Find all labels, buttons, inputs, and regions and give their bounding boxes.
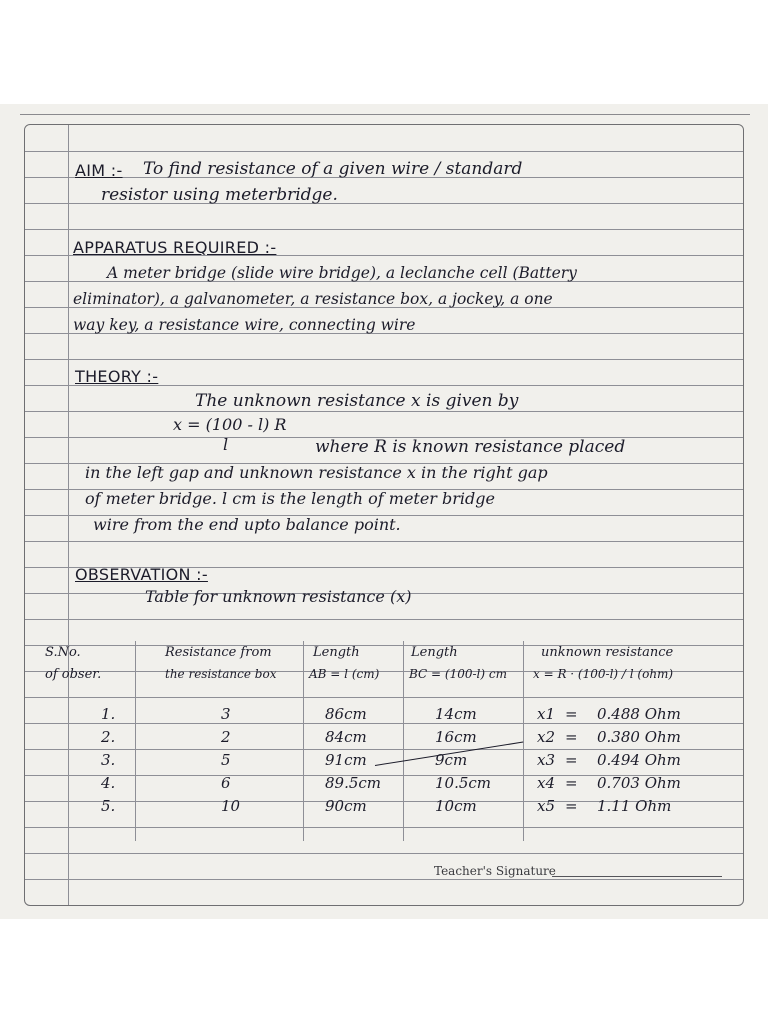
header-length-bc-line1: Length: [411, 645, 458, 660]
theory-line-2: where R is known resistance placed: [315, 437, 626, 457]
table-cell-sno: 3.: [101, 751, 116, 769]
table-cell-sno: 2.: [101, 728, 116, 746]
table-cell-eq: =: [565, 728, 578, 746]
table-cell-sno: 4.: [101, 774, 116, 792]
header-unknown-line2: x = R · (100-l) / l (ohm): [533, 667, 674, 681]
table-cell-sno: 5.: [101, 797, 116, 815]
apparatus-line-2: eliminator), a galvanometer, a resistance box, a jockey, a one: [73, 290, 553, 308]
table-cell-bc: 9cm: [435, 751, 468, 769]
header-length-ab-line1: Length: [313, 645, 360, 660]
observation-heading: OBSERVATION :-: [75, 565, 208, 584]
apparatus-heading: APPARATUS REQUIRED :-: [73, 238, 277, 257]
theory-formula-numerator: x = (100 - l) R: [173, 415, 287, 434]
table-cell-ab: 90cm: [325, 797, 367, 815]
aim-line-2: resistor using meterbridge.: [101, 185, 338, 205]
table-cell-xl: x2: [537, 728, 556, 746]
teacher-signature-line[interactable]: [552, 876, 722, 877]
ruled-line: [25, 879, 743, 880]
table-cell-r: 3: [221, 705, 231, 723]
apparatus-line-3: way key, a resistance wire, connecting wire: [73, 316, 416, 334]
table-col-sep-3: [403, 641, 404, 841]
table-cell-xl: x4: [537, 774, 556, 792]
table-cell-eq: =: [565, 705, 578, 723]
table-cell-x: 0.488 Ohm: [597, 705, 681, 723]
teacher-signature-label: Teacher's Signature: [434, 864, 556, 878]
ruled-line: [25, 827, 743, 828]
table-cell-sno: 1.: [101, 705, 116, 723]
apparatus-line-1: A meter bridge (slide wire bridge), a leclanche cell (Battery: [107, 264, 577, 282]
table-cell-ab: 86cm: [325, 705, 367, 723]
ruled-line: [25, 749, 743, 750]
ruled-line: [25, 151, 743, 152]
theory-line-1: The unknown resistance x is given by: [195, 391, 519, 411]
table-cell-x: 0.703 Ohm: [597, 774, 681, 792]
header-resistance-line1: Resistance from: [165, 645, 272, 660]
aim-heading: AIM :-: [75, 161, 123, 180]
table-cell-ab: 89.5cm: [325, 774, 382, 792]
table-cell-eq: =: [565, 774, 578, 792]
table-cell-r: 10: [221, 797, 241, 815]
theory-line-4: of meter bridge. l cm is the length of meter bridge: [85, 489, 495, 508]
table-cell-x: 1.11 Ohm: [597, 797, 672, 815]
table-cell-eq: =: [565, 751, 578, 769]
ruled-line: [25, 411, 743, 412]
table-cell-r: 6: [221, 774, 231, 792]
ruled-line: [25, 853, 743, 854]
table-cell-ab: 84cm: [325, 728, 367, 746]
table-cell-bc: 14cm: [435, 705, 477, 723]
table-col-sep-2: [303, 641, 304, 841]
table-cell-r: 2: [221, 728, 231, 746]
theory-heading: THEORY :-: [75, 367, 159, 386]
table-cell-bc: 10.5cm: [435, 774, 492, 792]
theory-line-5: wire from the end upto balance point.: [93, 515, 401, 534]
table-cell-x: 0.380 Ohm: [597, 728, 681, 746]
table-cell-xl: x3: [537, 751, 556, 769]
header-resistance-line2: the resistance box: [165, 667, 277, 681]
ruled-line: [25, 619, 743, 620]
table-cell-xl: x1: [537, 705, 556, 723]
ruled-line: [25, 697, 743, 698]
page-frame: [24, 124, 744, 906]
ruled-line: [25, 723, 743, 724]
table-col-sep-1: [135, 641, 136, 841]
header-sno-line1: S.No.: [45, 645, 81, 660]
notebook-page: [0, 104, 768, 919]
header-sno-line2: of obser.: [45, 667, 102, 682]
table-cell-ab: 91cm: [325, 751, 367, 769]
ruled-line: [25, 229, 743, 230]
table-cell-bc: 16cm: [435, 728, 477, 746]
table-cell-bc: 10cm: [435, 797, 477, 815]
theory-line-3: in the left gap and unknown resistance x in the right gap: [85, 463, 548, 482]
theory-formula-denominator: l: [223, 435, 229, 454]
table-cell-x: 0.494 Ohm: [597, 751, 681, 769]
table-cell-xl: x5: [537, 797, 556, 815]
margin-line: [68, 125, 69, 905]
ruled-line: [25, 541, 743, 542]
header-length-bc-line2: BC = (100-l) cm: [409, 667, 507, 681]
table-cell-r: 5: [221, 751, 231, 769]
header-length-ab-line2: AB = l (cm): [309, 667, 380, 681]
page-top-rule: [20, 114, 750, 115]
observation-caption: Table for unknown resistance (x): [145, 587, 412, 606]
ruled-line: [25, 359, 743, 360]
header-unknown-line1: unknown resistance: [541, 645, 674, 660]
table-cell-eq: =: [565, 797, 578, 815]
aim-line-1: To find resistance of a given wire / standard: [143, 159, 523, 179]
